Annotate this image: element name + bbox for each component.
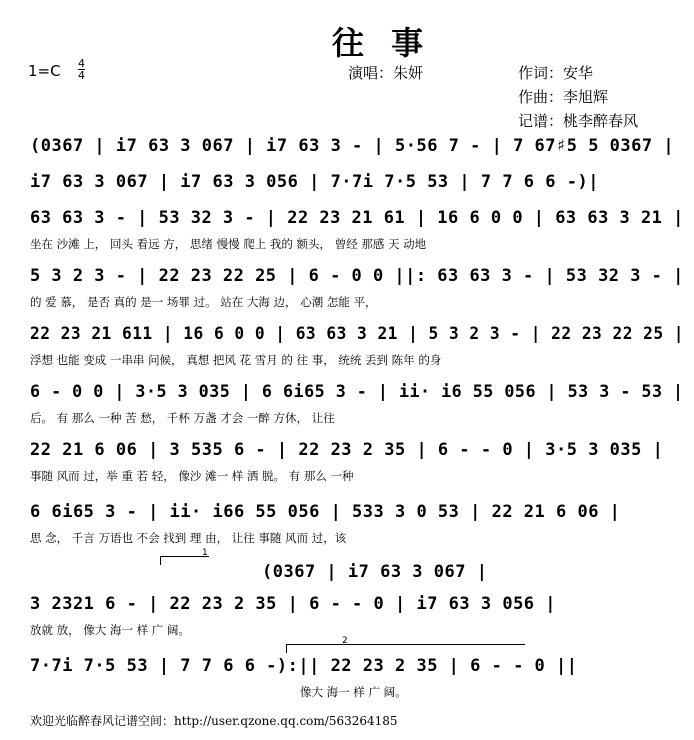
- lyric-line-2: 的 爱 慕， 是否 真的 是一 场罪 过。 站在 大海 边， 心潮 怎能 平，: [30, 295, 377, 309]
- meter-top: 4: [78, 57, 85, 70]
- composer-credit: 作曲：李旭辉: [518, 88, 609, 106]
- lyric-line-1: 坐在 沙滩 上， 回头 看远 方， 思绪 慢慢 爬上 我的 额头， 曾经 那感 天 动地: [30, 237, 427, 251]
- lyric-line-8: 像大 海一 样 广 阔。: [300, 685, 407, 699]
- notation-line-7: 22 21 6 06 | 3 535 6 - | 22 23 2 35 | 6 - - 0 | 3·5 3 035 |: [30, 440, 664, 460]
- volta-number-2: 2: [342, 636, 348, 646]
- time-signature: [78, 58, 85, 81]
- footer-credit: 欢迎光临醉春风记谱空间：http://user.qzone.qq.com/563264185: [30, 714, 398, 728]
- notation-line-6: 6 - 0 0 | 3·5 3 035 | 6 6i65 3 - | ii· i6 55 056 | 53 3 - 53 |: [30, 382, 684, 402]
- lyric-line-5: 事随 风而 过，举 重 若 轻， 像沙 滩一 样 洒 脱。 有 那么 一种: [30, 469, 354, 483]
- song-title: 往 事: [332, 24, 432, 62]
- lyric-line-7: 放就 放， 像大 海一 样 广 阔。: [30, 623, 190, 637]
- notation-line-4: 5 3 2 3 - | 22 23 22 25 | 6 - 0 0 ||: 63 63 3 - | 53 32 3 - |: [30, 266, 684, 286]
- singer-credit: 演唱：朱妍: [348, 64, 424, 82]
- lyric-line-3: 浮想 也能 变成 一串串 问候， 真想 把风 花 雪月 的 往 事， 统统 丢到 陈年 的身: [30, 353, 442, 367]
- notation-line-8: 6 6i65 3 - | ii· i66 55 056 | 533 3 0 53 | 22 21 6 06 |: [30, 502, 621, 522]
- lyric-line-4: 后。 有 那么 一种 苦 愁， 千杯 万盏 才会 一醉 方休， 让往: [30, 411, 335, 425]
- lyric-line-6: 思 念， 千言 万语也 不会 找到 理 由， 让往 事随 风而 过，该: [30, 531, 347, 545]
- notation-line-1: (0367 | i7 63 3 067 | i7 63 3 - | 5·56 7 - | 7 67♯5 5 0367 |: [30, 136, 675, 156]
- notation-line-9: (0367 | i7 63 3 067 |: [262, 562, 488, 582]
- volta-number-1: 1: [202, 548, 208, 558]
- meter-bottom: 4: [78, 69, 85, 82]
- transcriber-credit: 记谱：桃李醉春风: [518, 112, 639, 130]
- notation-line-5: 22 23 21 611 | 16 6 0 0 | 63 63 3 21 | 5 3 2 3 - | 22 23 22 25 |: [30, 324, 685, 344]
- volta-bracket-2: [286, 644, 525, 653]
- notation-line-10: 3 2321 6 - | 22 23 2 35 | 6 - - 0 | i7 63 3 056 |: [30, 594, 557, 614]
- notation-line-11: 7·7i 7·5 53 | 7 7 6 6 -):|| 22 23 2 35 | 6 - - 0 ||: [30, 656, 578, 676]
- key-signature: 1=C: [28, 62, 61, 80]
- lyricist-credit: 作词：安华: [518, 64, 594, 82]
- notation-line-3: 63 63 3 - | 53 32 3 - | 22 23 21 61 | 16 6 0 0 | 63 63 3 21 |: [30, 208, 684, 228]
- notation-line-2: i7 63 3 067 | i7 63 3 056 | 7·7i 7·5 53 | 7 7 6 6 -)|: [30, 172, 599, 192]
